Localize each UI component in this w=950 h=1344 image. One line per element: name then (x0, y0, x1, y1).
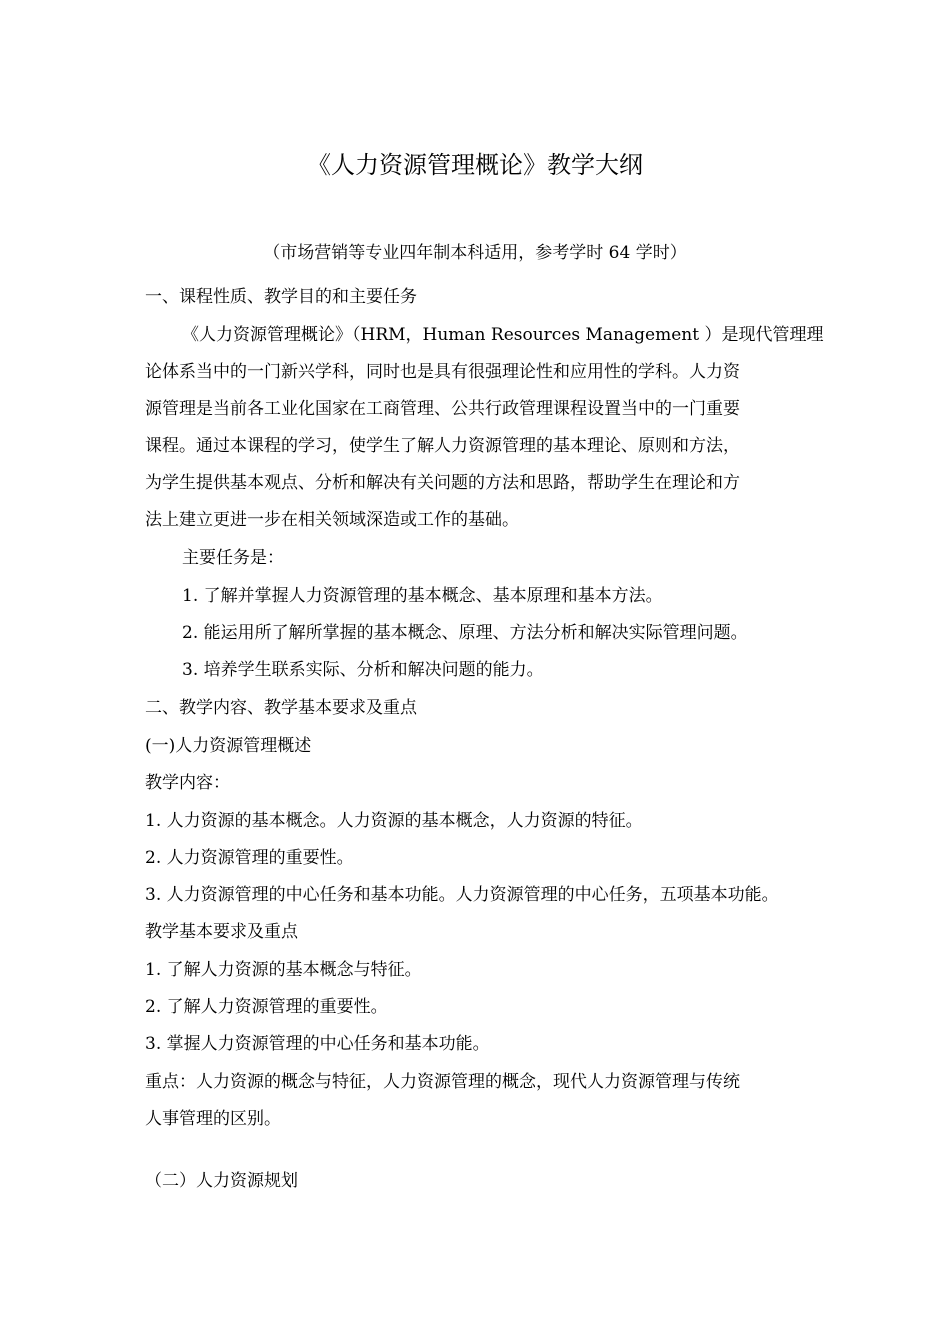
keypoints-line: 人事管理的区别。 (145, 1109, 281, 1129)
task-item: 1. 了解并掌握人力资源管理的基本概念、基本原理和基本方法。 (182, 586, 663, 606)
section-1-paragraph-line: 源管理是当前各工业化国家在工商管理、公共行政管理课程设置当中的一门重要 (145, 399, 740, 419)
page-subtitle: （市场营销等专业四年制本科适用，参考学时 64 学时） (263, 243, 687, 263)
section-1-paragraph-line: 《人力资源管理概论》（HRM，Human Resources Management ）是现代管理理 (182, 325, 824, 345)
requirement-item: 3. 掌握人力资源管理的中心任务和基本功能。 (145, 1034, 490, 1054)
section-1-heading: 一、课程性质、教学目的和主要任务 (145, 287, 417, 307)
requirement-item: 1. 了解人力资源的基本概念与特征。 (145, 960, 422, 980)
requirements-label: 教学基本要求及重点 (145, 922, 298, 942)
task-item: 2. 能运用所了解所掌握的基本概念、原理、方法分析和解决实际管理问题。 (182, 623, 748, 643)
tasks-label: 主要任务是： (182, 548, 284, 568)
subsection-1-heading: (一)人力资源管理概述 (145, 736, 312, 756)
task-item: 3. 培养学生联系实际、分析和解决问题的能力。 (182, 660, 544, 680)
subsection-2-heading: （二）人力资源规划 (145, 1171, 298, 1191)
section-1-paragraph-line: 法上建立更进一步在相关领域深造或工作的基础。 (145, 510, 519, 530)
requirement-item: 2. 了解人力资源管理的重要性。 (145, 997, 388, 1017)
content-item: 2. 人力资源管理的重要性。 (145, 848, 354, 868)
content-item: 3. 人力资源管理的中心任务和基本功能。人力资源管理的中心任务，五项基本功能。 (145, 885, 779, 905)
section-1-paragraph-line: 为学生提供基本观点、分析和解决有关问题的方法和思路，帮助学生在理论和方 (145, 473, 740, 493)
section-1-paragraph-line: 课程。通过本课程的学习，使学生了解人力资源管理的基本理论、原则和方法， (145, 436, 740, 456)
content-label: 教学内容： (145, 773, 230, 793)
section-2-heading: 二、教学内容、教学基本要求及重点 (145, 698, 417, 718)
page-title: 《人力资源管理概论》教学大纲 (307, 151, 643, 179)
keypoints-line: 重点：人力资源的概念与特征，人力资源管理的概念，现代人力资源管理与传统 (145, 1072, 740, 1092)
section-1-paragraph-line: 论体系当中的一门新兴学科，同时也是具有很强理论性和应用性的学科。人力资 (145, 362, 740, 382)
content-item: 1. 人力资源的基本概念。人力资源的基本概念，人力资源的特征。 (145, 811, 643, 831)
